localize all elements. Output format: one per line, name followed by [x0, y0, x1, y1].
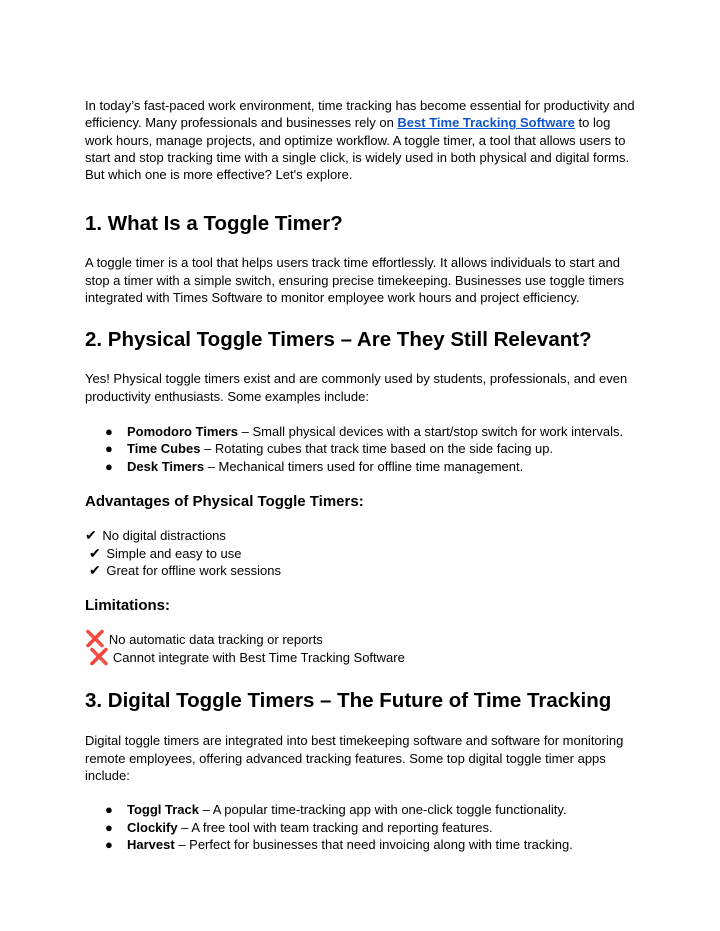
- limitations-list: [85, 631, 645, 666]
- list-item-name: Harvest: [127, 836, 175, 852]
- intro-paragraph: [85, 97, 640, 183]
- list-item-desc: – Perfect for businesses that need invoicing along with time tracking.: [174, 836, 573, 852]
- list-item: [85, 440, 645, 457]
- section2-body: Yes! Physical toggle timers exist and are commonly used by students, professionals, and even productivity enthusiasts. Some examples include:: [85, 371, 628, 404]
- limitation-text: Cannot integrate with Best Time Tracking Software: [112, 649, 405, 665]
- list-item: [85, 819, 645, 836]
- digital-timer-list: [85, 801, 645, 853]
- limitations-heading: Limitations:: [85, 597, 170, 615]
- cross-icon: ❌: [85, 631, 105, 649]
- intro-text-start: In today’s fast-paced work environment, time tracking has become essential for productivity and efficiency. Many professionals and businesses rely on: [85, 98, 635, 131]
- advantage-text: Great for offline work sessions: [106, 563, 281, 578]
- checkmark-icon: ✔: [89, 562, 101, 578]
- bullet-icon: ●: [105, 819, 113, 835]
- list-item: [85, 649, 645, 666]
- section1-heading: 1. What Is a Toggle Timer?: [85, 212, 343, 236]
- list-item-name: Time Cubes: [127, 441, 201, 457]
- list-item: [85, 545, 645, 562]
- list-item: [85, 423, 645, 440]
- bullet-icon: ●: [105, 802, 113, 818]
- list-item-name: Pomodoro Timers: [127, 423, 239, 439]
- list-item-desc: – Small physical devices with a start/stop switch for work intervals.: [238, 423, 624, 439]
- cross-icon: ❌: [89, 648, 109, 666]
- advantages-heading: Advantages of Physical Toggle Timers:: [85, 493, 364, 511]
- list-item-desc: – Rotating cubes that track time based on the side facing up.: [200, 441, 554, 457]
- list-item-desc: – A free tool with team tracking and reporting features.: [177, 819, 493, 835]
- checkmark-icon: ✔: [89, 544, 101, 561]
- list-item-desc: – A popular time-tracking app with one-click toggle functionality.: [199, 802, 567, 818]
- list-item: [85, 527, 645, 544]
- limitation-text: No automatic data tracking or reports: [108, 632, 323, 648]
- list-item-name: Desk Timers: [127, 458, 205, 474]
- section3-body: Digital toggle timers are integrated into best timekeeping software and software for monitoring remote employees, offering advanced tracking features. Some top digital toggle timer apps include:: [85, 733, 624, 783]
- physical-timer-list: [85, 423, 645, 475]
- bullet-icon: ●: [105, 423, 113, 439]
- bullet-icon: ●: [105, 441, 113, 457]
- checkmark-icon: ✔: [85, 527, 97, 544]
- section3-heading: 3. Digital Toggle Timers – The Future of Time Tracking: [85, 689, 612, 713]
- document-page: [85, 97, 645, 853]
- bullet-icon: ●: [105, 458, 113, 474]
- list-item: [85, 631, 645, 648]
- advantages-list: [85, 527, 645, 579]
- list-item: [85, 836, 645, 853]
- list-item-name: Toggl Track: [127, 802, 199, 818]
- list-item-name: Clockify: [127, 819, 178, 835]
- section1-body: A toggle timer is a tool that helps users track time effortlessly. It allows individuals to start and stop a timer with a simple switch, ensuring precise timekeeping. Businesses use toggle timers integrated with Times Software to monitor employee work hours and project efficiency.: [85, 255, 625, 306]
- advantage-text: Simple and easy to use: [106, 545, 242, 561]
- bullet-icon: ●: [105, 836, 113, 852]
- list-item: [85, 458, 645, 475]
- advantage-text: No digital distractions: [102, 528, 226, 544]
- list-item: [85, 801, 645, 818]
- list-item: [85, 562, 645, 579]
- best-time-tracking-software-link[interactable]: Best Time Tracking Software: [397, 115, 575, 131]
- list-item-desc: – Mechanical timers used for offline time management.: [204, 458, 524, 474]
- intro-text-end: to log work hours, manage projects, and optimize workflow. A toggle timer, a tool that allows users to start and stop tracking time with a single click, is widely used in both physical and digital forms. But which one is more effective? Let's explore.: [85, 115, 630, 183]
- section2-heading: 2. Physical Toggle Timers – Are They Still Relevant?: [85, 328, 592, 352]
